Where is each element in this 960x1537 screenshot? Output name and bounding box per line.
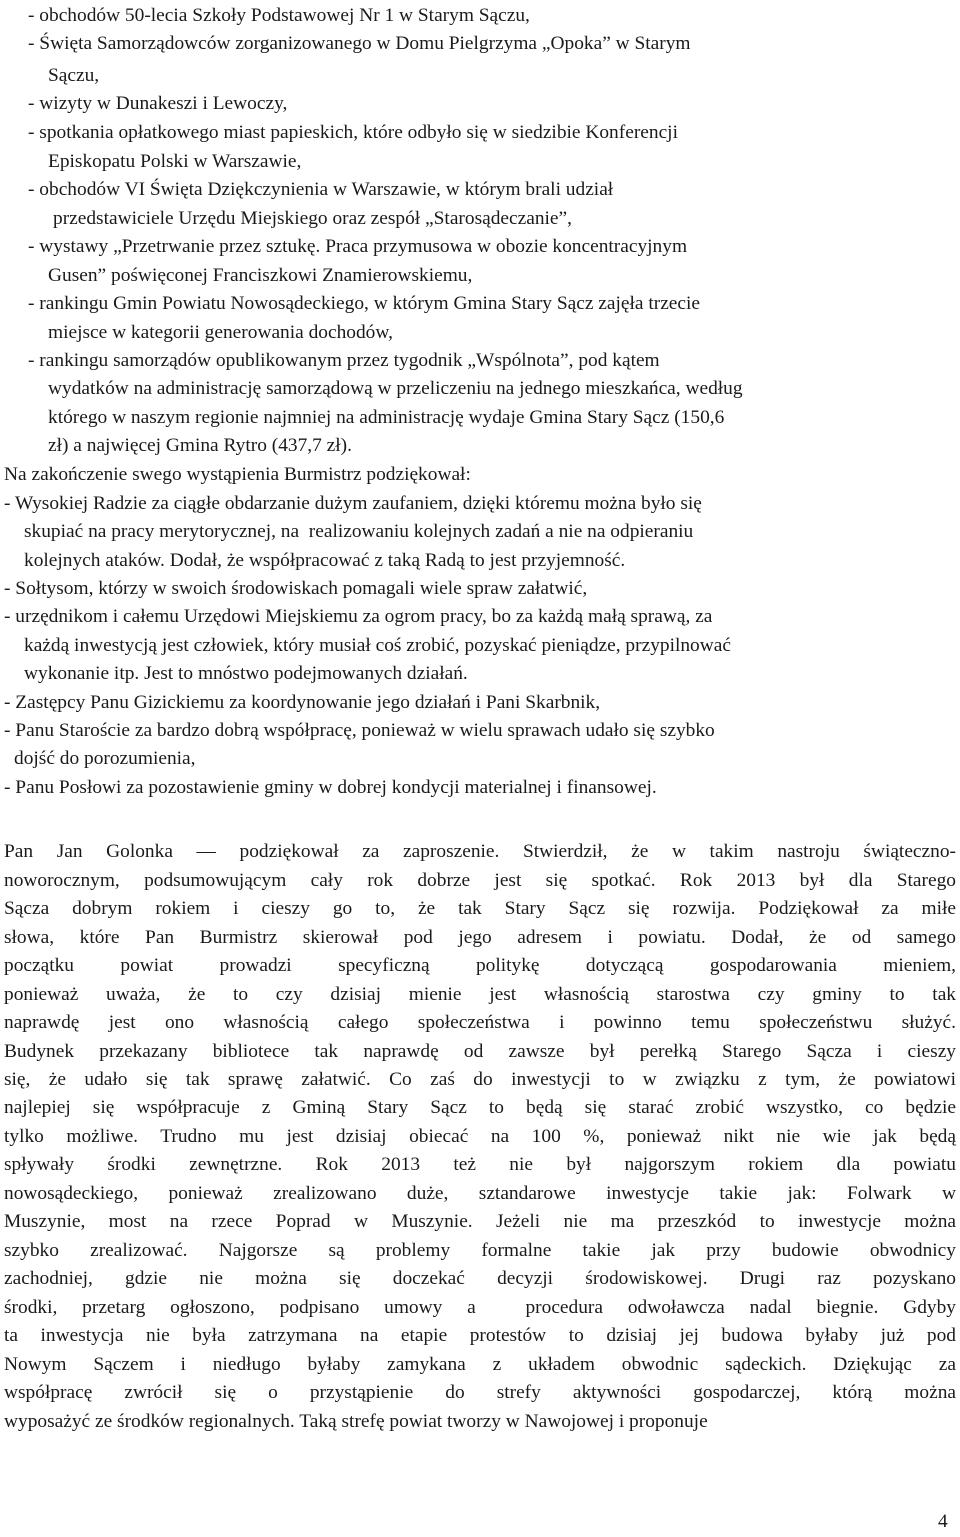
list-item: - rankingu Gmin Powiatu Nowosądeckiego, w którym Gmina Stary Sącz zajęła trzecie [28, 293, 701, 314]
paragraph-line: Muszynie, most na rzece Poprad w Muszynie. Jeżeli nie ma przeszkód to inwestycje można [4, 1211, 956, 1232]
list-item: zł) a najwięcej Gmina Rytro (437,7 zł). [48, 435, 352, 456]
paragraph-line: Pan Jan Golonka — podziękował za zaproszenie. Stwierdził, że w takim nastroju świąteczno- [4, 841, 956, 862]
paragraph-line: szybko zrealizować. Najgorsze są problemy formalne takie jak przy budowie obwodnicy [4, 1240, 956, 1261]
thanks-item: - Zastępcy Panu Gizickiemu za koordynowanie jego działań i Pani Skarbnik, [4, 692, 601, 713]
list-item: którego w naszym regionie najmniej na administrację wydaje Gmina Stary Sącz (150,6 [48, 407, 725, 428]
paragraph-line: środki, przetarg ogłoszono, podpisano umowy a procedura odwoławcza nadal biegnie. Gdyby [4, 1297, 956, 1318]
list-item: - obchodów VI Święta Dziękczynienia w Warszawie, w którym brali udział [28, 179, 614, 200]
paragraph-line: Sącza dobrym rokiem i cieszy go to, że tak Stary Sącz się rozwija. Podziękował za miłe [4, 898, 956, 919]
list-item: - spotkania opłatkowego miast papieskich, które odbyło się w siedzibie Konferencji [28, 122, 678, 143]
list-item: Gusen” poświęconej Franciszkowi Znamierowskiemu, [48, 265, 473, 286]
list-item: Sączu, [48, 65, 100, 86]
list-item: miejsce w kategorii generowania dochodów, [48, 322, 393, 343]
thanks-item: - urzędnikom i całemu Urzędowi Miejskiemu za ogrom pracy, bo za każdą małą sprawą, za [4, 606, 713, 627]
thanks-item: skupiać na pracy merytorycznej, na realizowaniu kolejnych zadań a nie na odpieraniu [24, 521, 694, 542]
paragraph-line: zachodniej, gdzie nie można się doczekać decyzji środowiskowej. Drugi raz pozyskano [4, 1268, 956, 1289]
list-item: - rankingu samorządów opublikowanym przez tygodnik „Wspólnota”, pod kątem [28, 350, 660, 371]
paragraph-line: naprawdę jest ono własnością całego społeczeństwa i powinno temu społeczeństwu służyć. [4, 1012, 956, 1033]
thanks-item: wykonanie itp. Jest to mnóstwo podejmowanych działań. [24, 663, 468, 684]
paragraph-line: słowa, które Pan Burmistrz skierował pod jego adresem i powiatu. Dodał, że od samego [4, 927, 956, 948]
paragraph-line: ponieważ uważa, że to czy dzisiaj mienie jest własnością starostwa czy gminy to tak [4, 984, 956, 1005]
paragraph-line: ta inwestycja nie była zatrzymana na etapie protestów to dzisiaj jej budowa byłaby już pod [4, 1325, 956, 1346]
list-item: przedstawiciele Urzędu Miejskiego oraz zespół „Starosądeczanie”, [53, 208, 572, 229]
list-item: Episkopatu Polski w Warszawie, [48, 151, 302, 172]
thanks-item: - Panu Posłowi za pozostawienie gminy w dobrej kondycji materialnej i finansowej. [4, 777, 657, 798]
thanks-item: kolejnych ataków. Dodał, że współpracować z taką Radą to jest przyjemność. [24, 550, 626, 571]
list-item: - wizyty w Dunakeszi i Lewoczy, [28, 93, 288, 114]
paragraph-line: spływały środki zewnętrzne. Rok 2013 też nie był najgorszym rokiem dla powiatu [4, 1154, 956, 1175]
thanks-item: - Panu Staroście za bardzo dobrą współpracę, ponieważ w wielu sprawach udało się szybko [4, 720, 715, 741]
paragraph-line: Budynek przekazany bibliotece tak naprawdę od zawsze był perełką Starego Sącza i cieszy [4, 1041, 956, 1062]
thanks-intro: Na zakończenie swego wystąpienia Burmistrz podziękował: [4, 464, 471, 485]
paragraph-line: współpracę zwrócił się o przystąpienie do strefy aktywności gospodarczej, którą można [4, 1382, 956, 1403]
page-number: 4 [938, 1511, 948, 1532]
list-item: - wystawy „Przetrwanie przez sztukę. Praca przymusowa w obozie koncentracyjnym [28, 236, 688, 257]
paragraph-line: tylko możliwe. Trudno mu jest dzisiaj obiecać na 100 %, ponieważ nikt nie wie jak będą [4, 1126, 956, 1147]
thanks-item: każdą inwestycją jest człowiek, który musiał coś zrobić, pozyskać pieniądze, przypilnować [24, 635, 731, 656]
list-item: - obchodów 50-lecia Szkoły Podstawowej Nr 1 w Starym Sączu, [28, 5, 530, 26]
paragraph-line: nowosądeckiego, ponieważ zrealizowano duże, sztandarowe inwestycje takie jak: Folwark w [4, 1183, 956, 1204]
paragraph-line: najlepiej się współpracuje z Gminą Stary Sącz to będą się starać zrobić wszystko, co będzie [4, 1097, 956, 1118]
paragraph-line: Nowym Sączem i niedługo byłaby zamykana z układem obwodnic sądeckich. Dziękując za [4, 1354, 956, 1375]
paragraph-line: wyposażyć ze środków regionalnych. Taką strefę powiat tworzy w Nawojowej i proponuje [4, 1411, 708, 1432]
thanks-item: - Sołtysom, którzy w swoich środowiskach pomagali wiele spraw załatwić, [4, 578, 588, 599]
paragraph-line: się, że udało się tak sprawę załatwić. Co zaś do inwestycji to w związku z tym, że powiatowi [4, 1069, 956, 1090]
list-item: - Święta Samorządowców zorganizowanego w Domu Pielgrzyma „Opoka” w Starym [28, 33, 691, 54]
list-item: wydatków na administrację samorządową w przeliczeniu na jednego mieszkańca, według [48, 378, 743, 399]
thanks-item: - Wysokiej Radzie za ciągłe obdarzanie dużym zaufaniem, dzięki któremu można było się [4, 493, 702, 514]
thanks-item: dojść do porozumienia, [14, 748, 196, 769]
paragraph-line: noworocznym, podsumowującym cały rok dobrze jest się spotkać. Rok 2013 był dla Starego [4, 870, 956, 891]
paragraph-line: początku powiat prowadzi specyficzną politykę dotyczącą gospodarowania mieniem, [4, 955, 956, 976]
